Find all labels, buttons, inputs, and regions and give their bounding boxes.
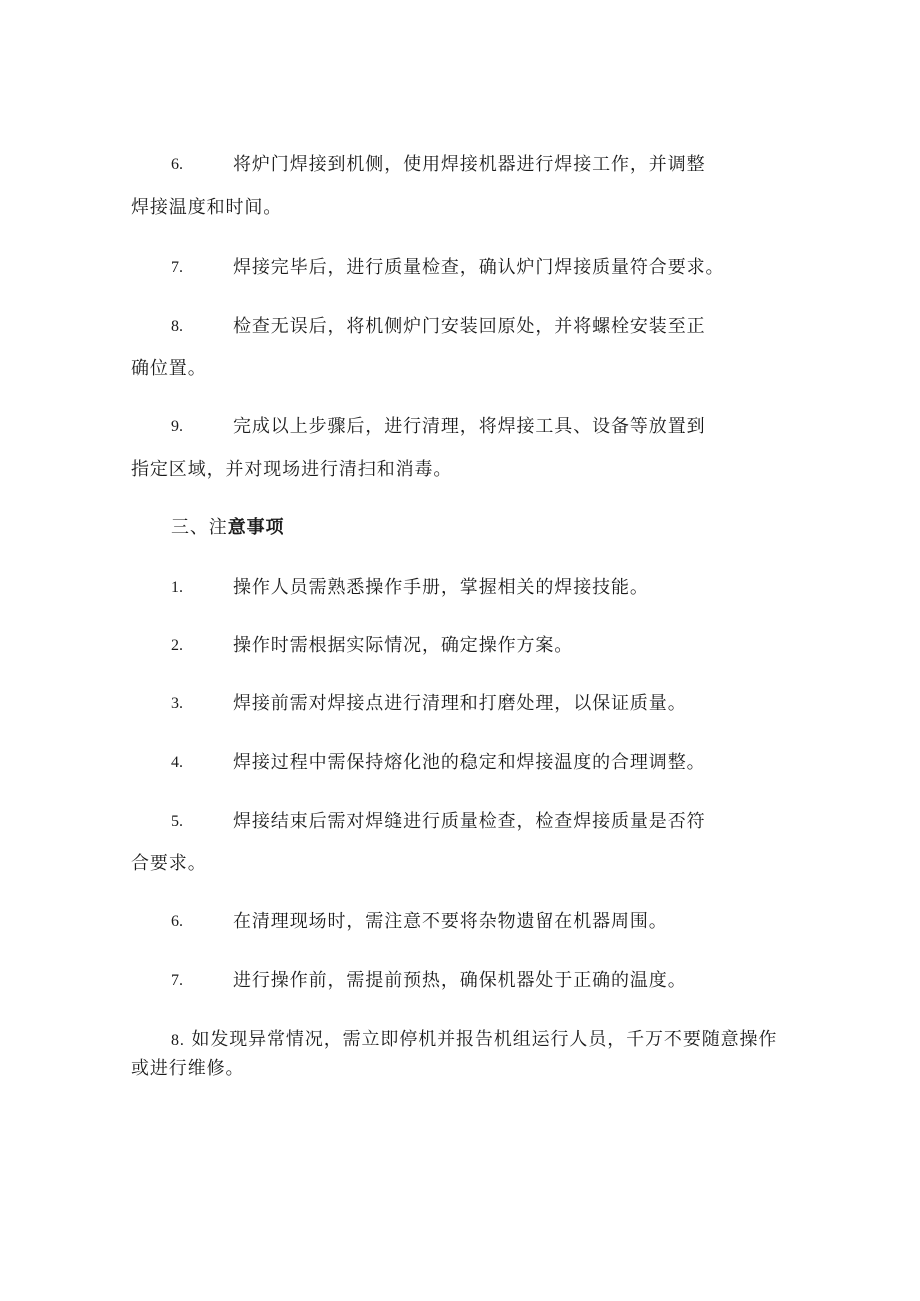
note-6 (0, 907, 920, 937)
step-text: 完成以上步骤后，进行清理，将焊接工具、设备等放置到 (233, 416, 706, 437)
step-number: 7. (171, 259, 183, 276)
step-9 (0, 412, 920, 442)
step-number: 6. (171, 156, 183, 173)
note-4 (0, 748, 920, 778)
note-1 (0, 573, 920, 603)
step-8-continuation: 确位置。 (131, 358, 207, 379)
note-text: 如发现异常情况，需立即停机并报告机组运行人员，千万不要随意操作或进行维修。 (131, 1029, 778, 1079)
step-7 (0, 253, 920, 283)
note-3 (0, 689, 920, 719)
step-text: 焊接完毕后，进行质量检查，确认炉门焊接质量符合要求。 (233, 257, 725, 278)
note-number: 8. (171, 1032, 185, 1049)
step-number: 8. (171, 318, 183, 335)
note-number: 6. (171, 913, 183, 930)
note-number: 3. (171, 695, 183, 712)
step-text: 检查无误后，将机侧炉门安装回原处，并将螺栓安装至正 (233, 316, 706, 337)
note-8 (131, 1026, 781, 1083)
step-8 (0, 312, 920, 342)
note-text: 焊接过程中需保持熔化池的稳定和焊接温度的合理调整。 (233, 752, 706, 773)
note-number: 2. (171, 637, 183, 654)
note-5-continuation: 合要求。 (131, 853, 207, 874)
section-heading (171, 513, 284, 543)
step-9-continuation: 指定区域，并对现场进行清扫和消毒。 (131, 459, 453, 480)
step-number: 9. (171, 418, 183, 435)
note-text: 进行操作前，需提前预热，确保机器处于正确的温度。 (233, 970, 687, 991)
note-5 (0, 807, 920, 837)
note-text: 焊接前需对焊接点进行清理和打磨处理，以保证质量。 (233, 693, 687, 714)
section-heading-bold: 意事项 (227, 517, 285, 538)
step-6-continuation: 焊接温度和时间。 (131, 197, 283, 218)
step-6 (0, 150, 920, 180)
note-2 (0, 631, 920, 661)
note-text: 在清理现场时，需注意不要将杂物遗留在机器周围。 (233, 911, 668, 932)
note-text: 焊接结束后需对焊缝进行质量检查，检查焊接质量是否符 (233, 811, 706, 832)
note-number: 4. (171, 754, 183, 771)
note-number: 1. (171, 579, 183, 596)
note-text: 操作人员需熟悉操作手册，掌握相关的焊接技能。 (233, 577, 649, 598)
note-7 (0, 966, 920, 996)
section-heading-prefix: 三、注 (171, 517, 228, 538)
note-number: 7. (171, 972, 183, 989)
note-text: 操作时需根据实际情况，确定操作方案。 (233, 635, 574, 656)
note-number: 5. (171, 813, 183, 830)
step-text: 将炉门焊接到机侧，使用焊接机器进行焊接工作，并调整 (233, 154, 706, 175)
